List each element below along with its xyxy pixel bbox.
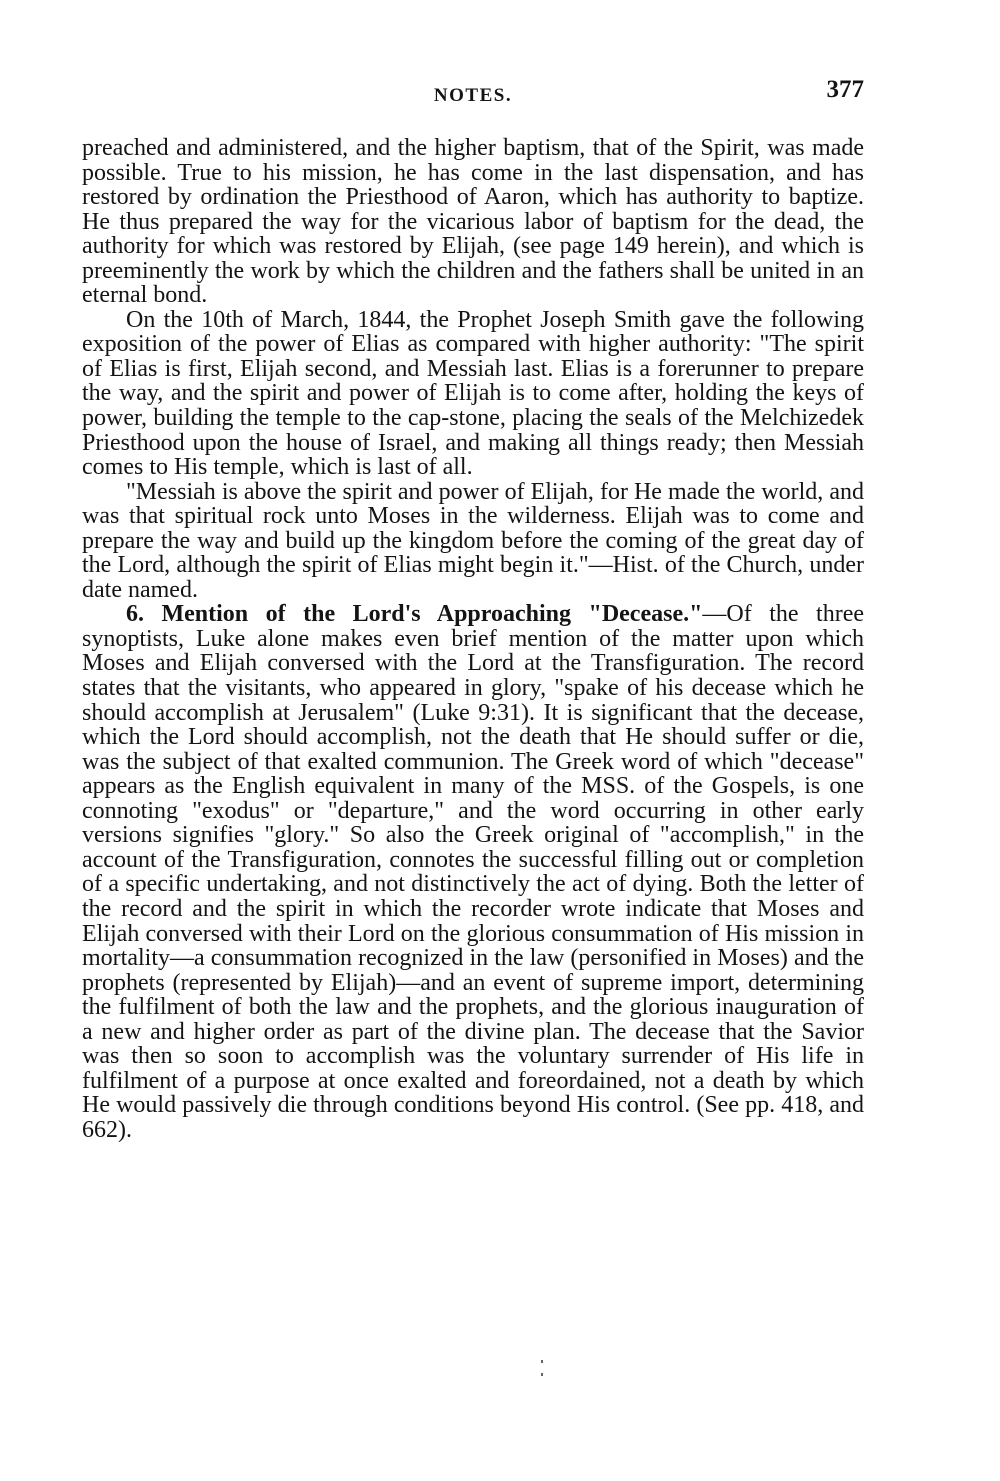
paragraph: On the 10th of March, 1844, the Prophet Joseph Smith gave the following exposition of the power of Elias as compared with higher authority: "The spirit of Elias is first, Elijah second, and Messiah last. Elias is a forerunner to prepare the way, and the spirit and power of Elijah is to come after, holding the keys of power, building the temple to the cap-stone, placing the seals of the Melchizedek Priesthood upon the house of Israel, and making all things ready; then Messiah comes to His temple, which is last of all.	[82, 306, 864, 481]
paragraph: preached and administered, and the higher baptism, that of the Spirit, was made possible. True to his mission, he has come in the last dispensation, and has restored by ordination the Priesthood of Aaron, which has authority to baptize. He thus prepared the way for the vicarious labor of baptism for the dead, the authority for which was restored by Elijah, (see page 149 herein), and which is preeminently the work by which the children and the fathers shall be united in an eternal bond.	[82, 135, 864, 309]
note-paragraph	[82, 602, 864, 1142]
body-text	[82, 136, 864, 1142]
running-title: NOTES.	[433, 85, 513, 106]
page-header	[82, 76, 864, 116]
note-text: —Of the three synoptists, Luke alone makes even brief mention of the matter upon which Moses and Elijah conversed with the Lord at the Transfiguration. The record states that the visitants, who appeared in glory, "spake of his decease which he should accomplish at Jerusalem" (Luke 9:31). It is significant that the decease, which the Lord should accomplish, not the death that He should suffer or die, was the subject of that exalted communion. The Greek word of which "decease" appears as the English equivalent in many of the MSS. of the Gospels, is one connoting "exodus" or "departure," and the word occurring in other early versions signifies "glory." So also the Greek original of "accomplish," in the account of the Transfiguration, connotes the successful filling out or completion of a specific undertaking, and not distinctively the act of dying. Both the letter of the record and the spirit in which the recorder wrote indicate that Moses and Elijah conversed with their Lord on the glorious consummation of His mission in mortality—a consummation recognized in the law (personified in Moses) and the prophets (represented by Elijah)—and an event of supreme import, determining the fulfilment of both the law and the prophets, and the glorious inauguration of a new and higher order as part of the divine plan. The decease that the Savior was then so soon to accomplish was the voluntary surrender of His life in fulfilment of a purpose at once exalted and foreordained, not a death by which He would passively die through conditions beyond His control. (See pp. 418, and 662).	[82, 601, 864, 1143]
note-heading: 6. Mention of the Lord's Approaching "Decease."	[126, 601, 703, 628]
paragraph: "Messiah is above the spirit and power of Elijah, for He made the world, and was that spiritual rock unto Moses in the wilderness. Elijah was to come and prepare the way and build up the kingdom before the coming of the great day of the Lord, although the spirit of Elias might begin it."—Hist. of the Church, under date named.	[82, 478, 864, 603]
page-number: 377	[826, 76, 864, 103]
stray-marks	[540, 1360, 544, 1390]
